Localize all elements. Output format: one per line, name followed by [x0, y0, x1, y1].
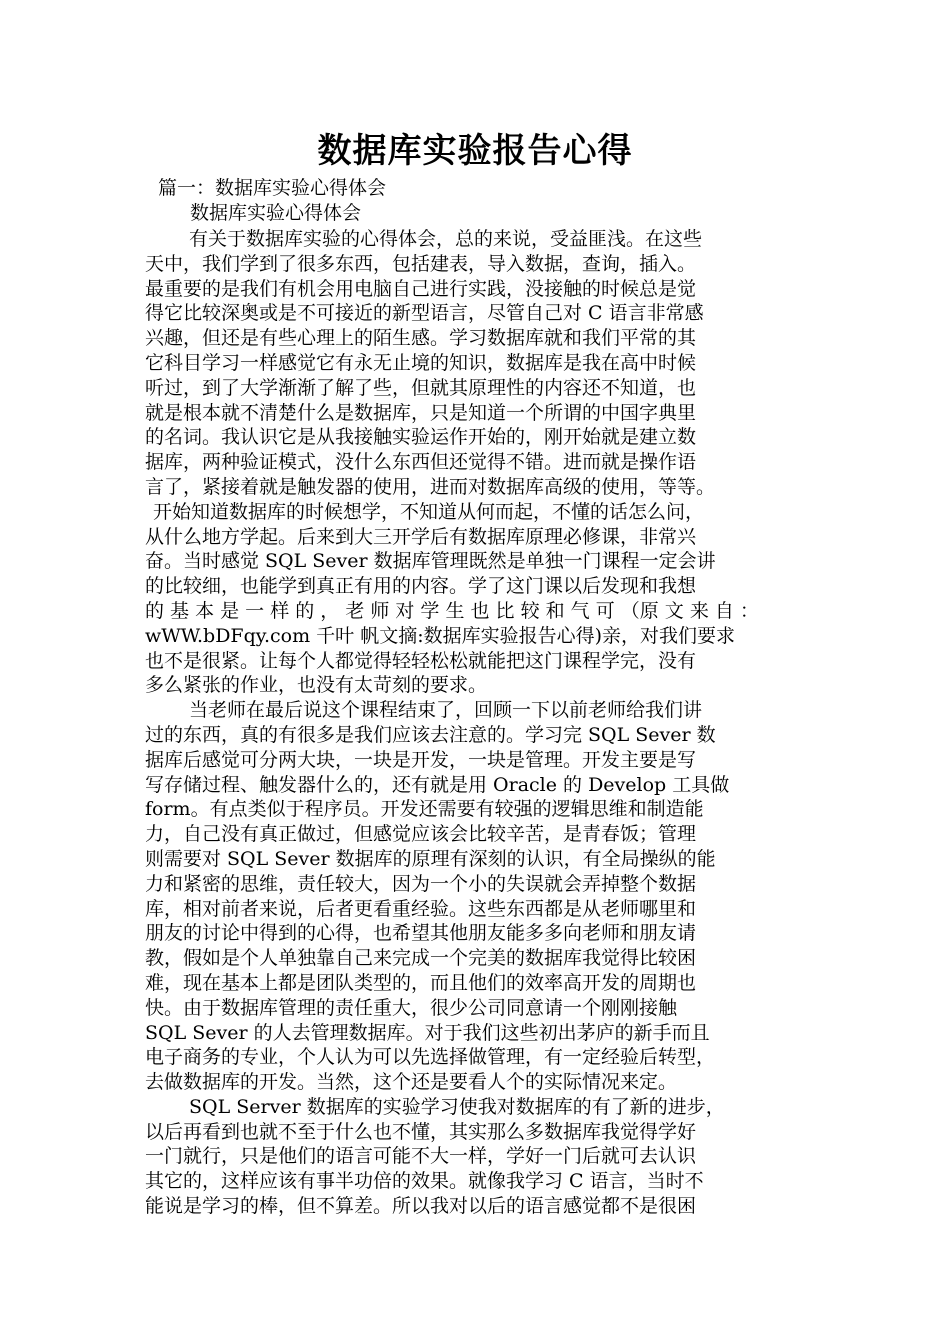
sub-heading: 数据库实验心得体会 [190, 202, 362, 224]
text-line: 的 基 本 是 一 样 的 ， 老 师 对 学 生 也 比 较 和 气 可 （原 文 来 自 ： [145, 599, 759, 622]
text-line: 库，相对前者来说，后者更看重经验。这些东西都是从老师哪里和 [145, 897, 697, 920]
text-line: 其它的，这样应该有事半功倍的效果。就像我学习 C 语言，当时不 [145, 1170, 704, 1193]
text-line: 能说是学习的棒，但不算差。所以我对以后的语言感觉都不是很困 [145, 1195, 697, 1218]
text-line: 也不是很紧。让每个人都觉得轻轻松松就能把这门课程学完，没有 [145, 649, 697, 672]
text-line: 一门就行，只是他们的语言可能不大一样，学好一门后就可去认识 [145, 1145, 697, 1168]
text-line: 的名词。我认识它是从我接触实验运作开始的，刚开始就是建立数 [145, 426, 697, 449]
text-line: 教，假如是个人单独靠自己来完成一个完美的数据库我觉得比较困 [145, 947, 697, 970]
text-line: 以后再看到也就不至于什么也不懂，其实那么多数据库我觉得学好 [145, 1120, 697, 1143]
text-line: 当老师在最后说这个课程结束了，回顾一下以前老师给我们讲 [189, 699, 703, 722]
text-line: wWW.bDFqy.com 千叶 帆文摘:数据库实验报告心得)亲，对我们要求 [145, 624, 736, 647]
body-text [145, 227, 825, 1219]
text-line: 就是根本就不清楚什么是数据库，只是知道一个所谓的中国字典里 [145, 401, 697, 424]
text-line: 力，自己没有真正做过，但感觉应该会比较辛苦，是青春饭；管理 [145, 823, 697, 846]
text-line: 奋。当时感觉 SQL Sever 数据库管理既然是单独一门课程一定会讲 [145, 550, 716, 573]
text-line: 有关于数据库实验的心得体会，总的来说，受益匪浅。在这些 [189, 228, 703, 250]
text-line: 则需要对 SQL Sever 数据库的原理有深刻的认识，有全局操纵的能 [145, 847, 716, 870]
document-title: 数据库实验报告心得 [317, 131, 633, 171]
text-line: 写存储过程、触发器什么的，还有就是用 Oracle 的 Develop 工具做 [145, 773, 730, 796]
text-line: SQL Sever 的人去管理数据库。对于我们这些初出茅庐的新手而且 [145, 1021, 710, 1044]
text-line: 去做数据库的开发。当然，这个还是要看人个的实际情况来定。 [145, 1071, 678, 1094]
text-line: 多么紧张的作业，也没有太苛刻的要求。 [145, 674, 488, 697]
text-line: 据库，两种验证模式，没什么东西但还觉得不错。进而就是操作语 [145, 451, 697, 474]
text-line: 难，现在基本上都是团队类型的，而且他们的效率高开发的周期也 [145, 971, 697, 994]
section-heading: 篇一：数据库实验心得体会 [158, 177, 387, 199]
text-line: 言了，紧接着就是触发器的使用，进而对数据库高级的使用，等等。 [145, 475, 716, 498]
text-line: 据库后感觉可分两大块，一块是开发，一块是管理。开发主要是写 [145, 748, 697, 771]
text-line: 电子商务的专业，个人认为可以先选择做管理，有一定经验后转型， [145, 1046, 716, 1069]
text-line: 天中，我们学到了很多东西，包括建表，导入数据，查询，插入。 [145, 252, 697, 275]
text-line: 朋友的讨论中得到的心得，也希望其他朋友能多多向老师和朋友请 [145, 922, 697, 945]
text-line: 的比较细，也能学到真正有用的内容。学了这门课以后发现和我想 [145, 575, 697, 598]
text-line: 过的东西，真的有很多是我们应该去注意的。学习完 SQL Sever 数 [145, 723, 716, 746]
text-line: 它科目学习一样感觉它有永无止境的知识，数据库是我在高中时候 [145, 351, 697, 374]
text-line: 从什么地方学起。后来到大三开学后有数据库原理必修课，非常兴 [145, 525, 697, 548]
text-line: 得它比较深奥或是不可接近的新型语言，尽管自己对 C 语言非常感 [145, 302, 704, 325]
text-line: SQL Server 数据库的实验学习使我对数据库的有了新的进步， [189, 1095, 725, 1118]
text-line: 力和紧密的思维，责任较大，因为一个小的失误就会弄掉整个数据 [145, 872, 697, 895]
text-line: 开始知道数据库的时候想学，不知道从何而起，不懂的话怎么问， [153, 500, 705, 523]
text-line: form。有点类似于程序员。开发还需要有较强的逻辑思维和制造能 [145, 798, 704, 821]
text-line: 兴趣，但还是有些心理上的陌生感。学习数据库就和我们平常的其 [145, 327, 697, 350]
text-line: 快。由于数据库管理的责任重大，很少公司同意请一个刚刚接触 [145, 996, 678, 1019]
text-line: 最重要的是我们有机会用电脑自己进行实践，没接触的时候总是觉 [145, 277, 697, 300]
text-line: 听过，到了大学渐渐了解了些，但就其原理性的内容还不知道，也 [145, 376, 697, 399]
